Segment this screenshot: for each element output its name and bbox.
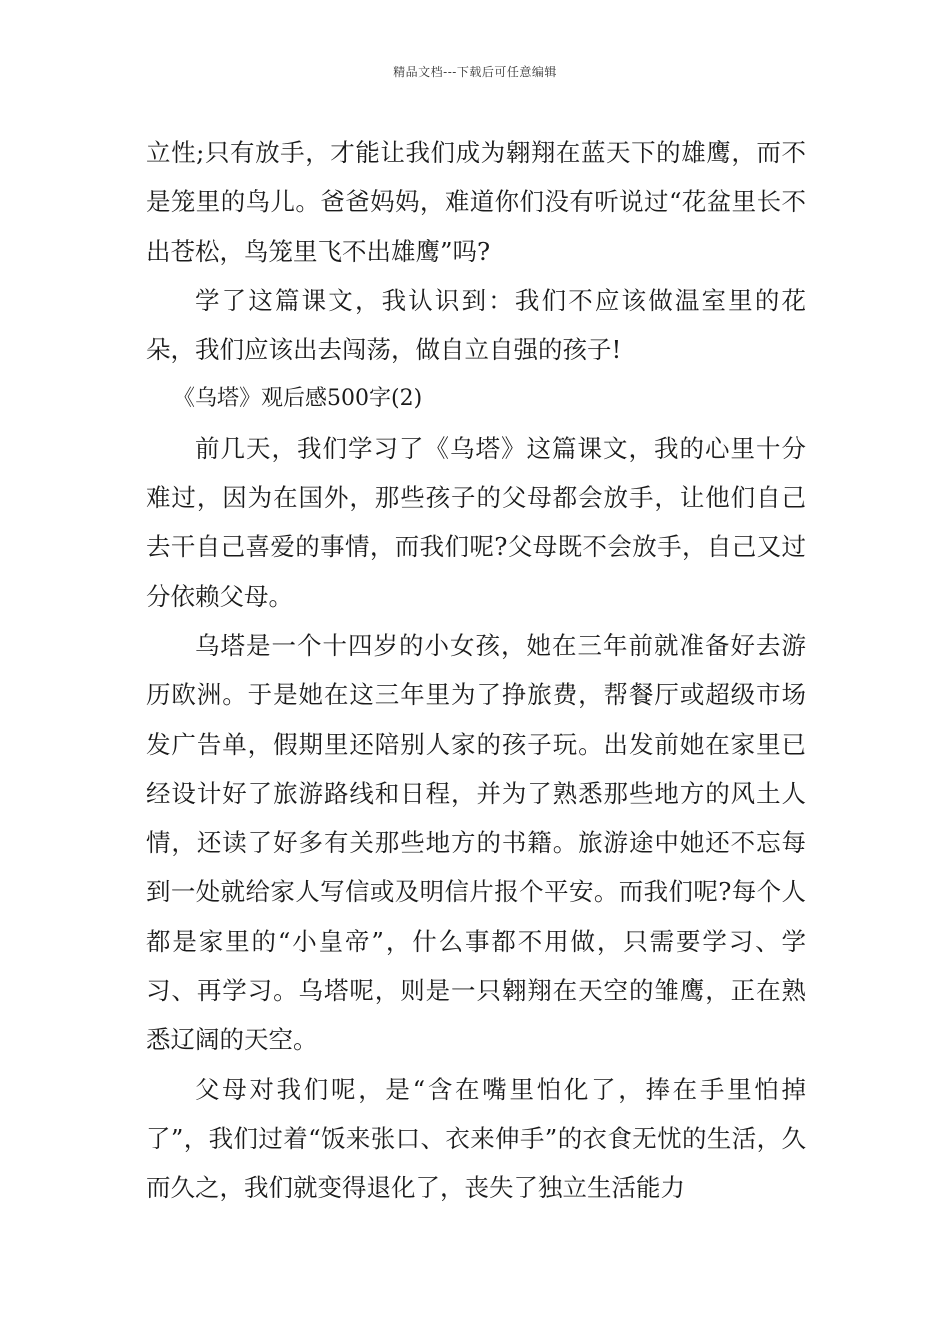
paragraph: 乌塔是一个十四岁的小女孩，她在三年前就准备好去游历欧洲。于是她在这三年里为了挣旅费，帮餐厅或超级市场发广告单，假期里还陪别人家的孩子玩。出发前她在家里已经设计好了旅游路线和日程，并为了熟悉那些地方的风土人情，还读了好多有关那些地方的书籍。旅游途中她还不忘每到一处就给家人写信或及明信片报个平安。而我们呢?每个人都是家里的“小皇帝”，什么事都不用做，只需要学习、学习、再学习。乌塔呢，则是一只翱翔在天空的雏鹰，正在熟悉辽阔的天空。 [146, 630, 806, 1055]
document-body [146, 128, 806, 1213]
paragraph: 前几天，我们学习了《乌塔》这篇课文，我的心里十分难过，因为在国外，那些孩子的父母都会放手，让他们自己去干自己喜爱的事情，而我们呢?父母既不会放手，自己又过分依赖父母。 [146, 433, 806, 611]
paragraph-continuation: 立性;只有放手，才能让我们成为翱翔在蓝天下的雄鹰，而不是笼里的鸟儿。爸爸妈妈，难道你们没有听说过“花盆里长不出苍松，鸟笼里飞不出雄鹰”吗? [146, 138, 806, 266]
page-header: 精品文档---下载后可任意编辑 [393, 65, 557, 79]
paragraph: 父母对我们呢，是“含在嘴里怕化了，捧在手里怕掉了”，我们过着“饭来张口、衣来伸手”的衣食无忧的生活，久而久之，我们就变得退化了，丧失了独立生活能力 [146, 1074, 806, 1203]
paragraph: 学了这篇课文，我认识到：我们不应该做温室里的花朵，我们应该出去闯荡，做自立自强的孩子! [146, 285, 806, 365]
section-title: 《乌塔》观后感500字(2) [173, 386, 423, 412]
